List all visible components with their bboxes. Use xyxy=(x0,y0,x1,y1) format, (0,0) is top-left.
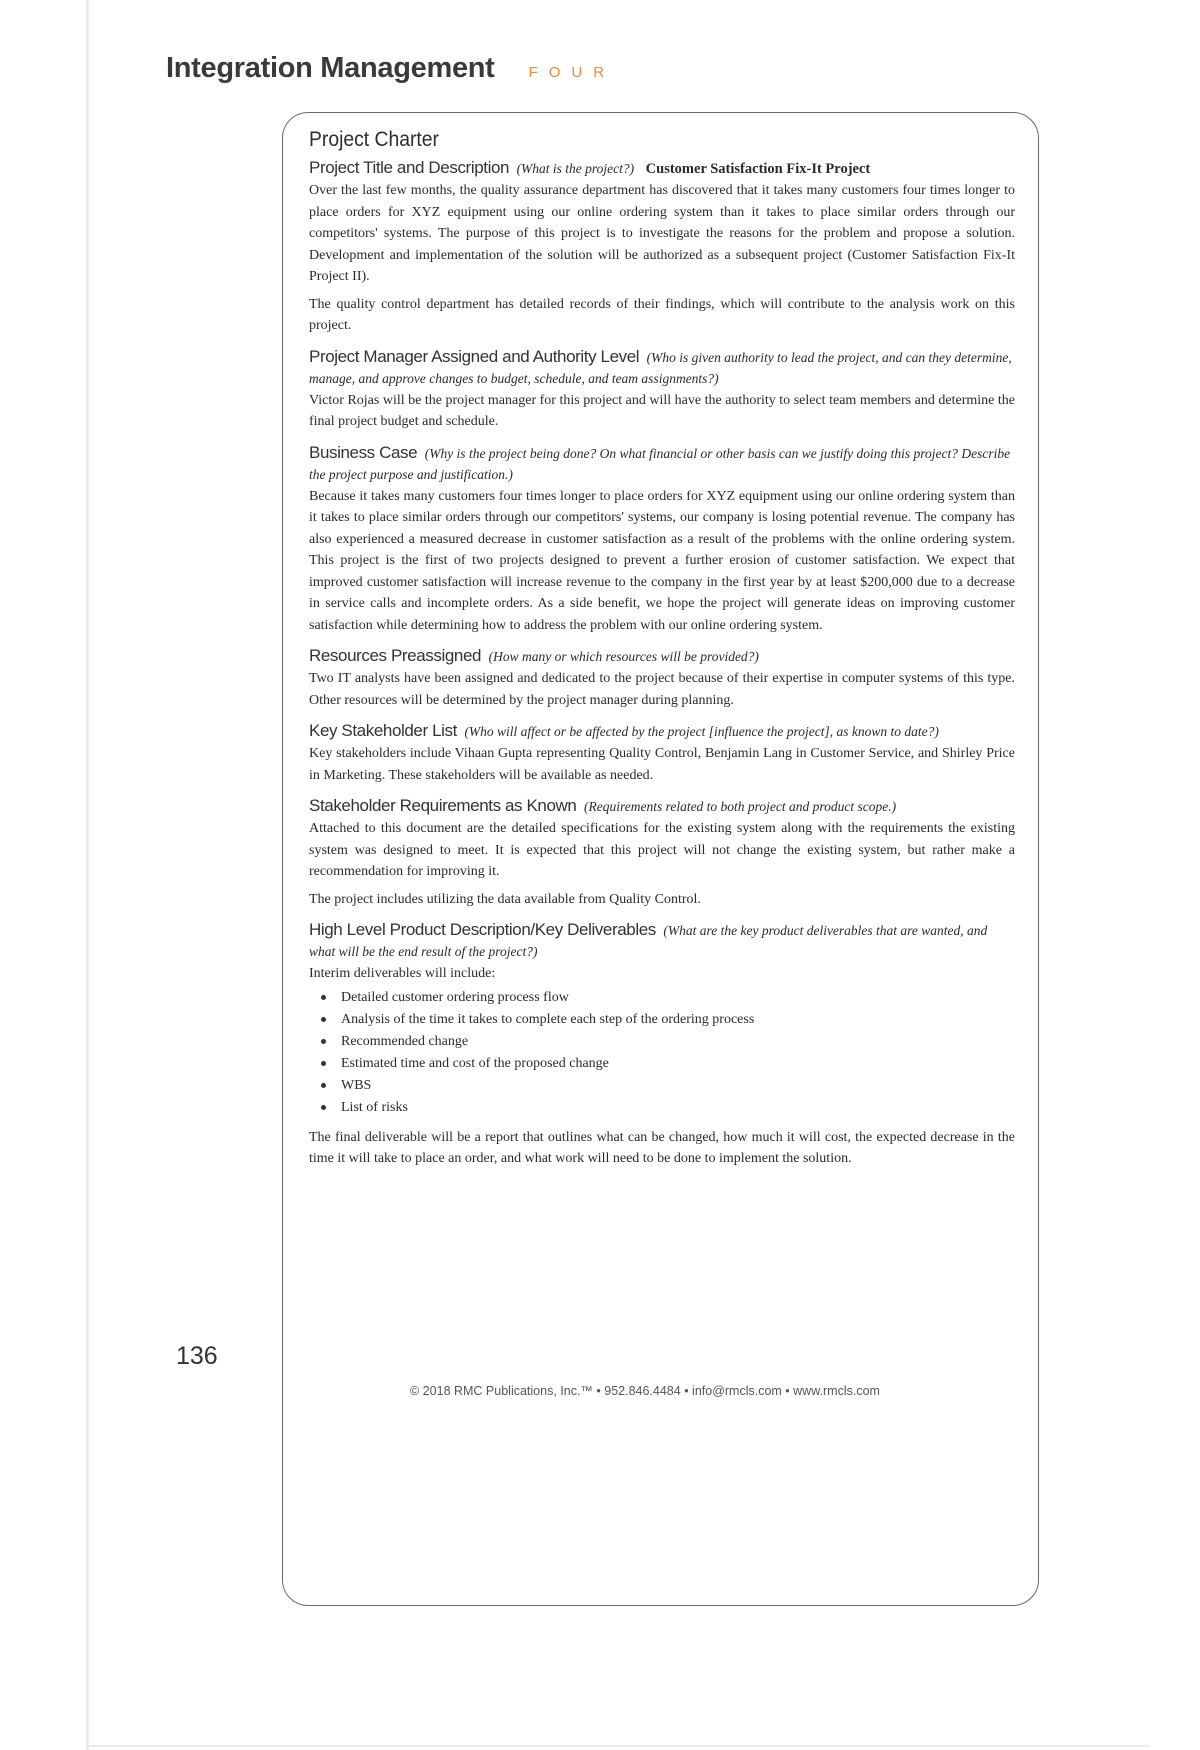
scan-edge-left xyxy=(86,0,89,1750)
project-name: Customer Satisfaction Fix-It Project xyxy=(645,161,871,177)
section-header xyxy=(309,158,1015,180)
list-item xyxy=(321,1009,1015,1031)
list-item xyxy=(321,1031,1015,1053)
section-header xyxy=(309,646,1015,668)
bullet-icon xyxy=(321,1105,326,1110)
section-paragraph: Because it takes many customers four times longer to place orders for XYZ equipment using our online ordering system than it takes to place similar orders through our competitors' systems, our company is losing potential revenue. The company has also experienced a measured decrease in customer satisfaction as a result of the problems with the online ordering system. This project is the first of two projects designed to prevent a further erosion of customer satisfaction. We expect that improved customer satisfaction will increase revenue to the company in the first year by at least $200,000 due to a decrease in service calls and incomplete orders. As a side benefit, we hope the project will generate ideas on improving customer satisfaction while determining how to address the problem with our online ordering system. xyxy=(309,488,1015,633)
scan-edge-bottom xyxy=(86,1745,1150,1747)
section-business-case xyxy=(309,443,1015,637)
section-paragraph: Two IT analysts have been assigned and dedicated to the project because of their expertise in computer systems of this type. Other resources will be determined by the project manager during planning. xyxy=(309,671,1015,708)
section-stakeholder-requirements xyxy=(309,796,1015,910)
section-title: Resources Preassigned xyxy=(309,646,482,665)
section-stakeholder-list xyxy=(309,721,1015,786)
section-hint: (Who will affect or be affected by the project [influence the project], as known to date?) xyxy=(464,724,939,739)
section-header xyxy=(309,347,1015,390)
project-charter-content xyxy=(309,128,1015,1180)
section-header xyxy=(309,796,1015,818)
list-item-text: Analysis of the time it takes to complete each step of the ordering process xyxy=(341,1011,755,1027)
section-project-title xyxy=(309,158,1015,337)
page-header xyxy=(166,52,615,85)
deliverables-list xyxy=(309,987,1015,1119)
section-title: Stakeholder Requirements as Known xyxy=(309,796,577,815)
section-title: Key Stakeholder List xyxy=(309,721,457,740)
section-hint: (Why is the project being done? On what financial or other basis can we justify doing this project? Describe the project purpose and justification.) xyxy=(309,445,1011,482)
section-title: Project Title and Description xyxy=(309,158,510,177)
section-title: High Level Product Description/Key Deliverables xyxy=(309,920,656,939)
charter-heading: Project Charter xyxy=(309,128,439,151)
page-number: 136 xyxy=(176,1342,218,1370)
list-item xyxy=(321,1053,1015,1075)
section-hint: (Requirements related to both project and product scope.) xyxy=(583,799,897,814)
bullet-icon xyxy=(321,1017,326,1022)
list-item-text: List of risks xyxy=(341,1099,408,1115)
section-deliverables xyxy=(309,920,1015,1170)
chapter-number: FOUR xyxy=(528,64,616,81)
section-paragraph: Over the last few months, the quality assurance department has discovered that it takes many customers four times longer to place orders for XYZ equipment using our online ordering system than it takes to place similar orders through our competitors' systems. The purpose of this project is to investigate the reasons for the problem and propose a solution. Development and implementation of the solution will be authorized as a subsequent project (Customer Satisfaction Fix-It Project II). xyxy=(309,183,1015,284)
section-title: Business Case xyxy=(309,442,418,462)
section-hint: (Who is given authority to lead the project, and can they determine, manage, and approve changes to budget, schedule, and team assignments?) xyxy=(309,349,1012,386)
list-item xyxy=(321,1075,1015,1097)
list-item-text: Recommended change xyxy=(341,1033,469,1049)
chapter-title: Integration Management xyxy=(166,52,495,84)
list-item xyxy=(321,1097,1015,1119)
list-item-text: Detailed customer ordering process flow xyxy=(341,989,569,1005)
section-paragraph: The project includes utilizing the data available from Quality Control. xyxy=(309,891,701,907)
section-paragraph: Attached to this document are the detailed specifications for the existing system along with the requirements the existing system was designed to meet. It is expected that this project will not change the existing system, but rather make a recommendation for improving it. xyxy=(309,821,1015,879)
deliverables-intro: Interim deliverables will include: xyxy=(309,966,496,981)
section-resources xyxy=(309,646,1015,711)
bullet-icon xyxy=(321,1083,326,1088)
deliverables-closing: The final deliverable will be a report that outlines what can be changed, how much it will cost, the expected decrease in the time it will take to place an order, and what work will need to be done to implement the solution. xyxy=(309,1129,1015,1166)
section-header xyxy=(309,920,1015,963)
section-paragraph: The quality control department has detailed records of their findings, which will contribute to the analysis work on this project. xyxy=(309,296,1015,333)
list-item-text: WBS xyxy=(341,1077,372,1093)
section-hint: (How many or which resources will be provided?) xyxy=(488,649,759,664)
bullet-icon xyxy=(321,1061,326,1066)
bullet-icon xyxy=(321,995,326,1000)
page-footer: © 2018 RMC Publications, Inc.™ • 952.846.4484 • info@rmcls.com • www.rmcls.com xyxy=(410,1384,880,1398)
section-hint: (What are the key product deliverables that are wanted, and what will be the end result of the project?) xyxy=(309,923,988,959)
list-item xyxy=(321,987,1015,1009)
section-paragraph: Victor Rojas will be the project manager for this project and will have the authority to select team members and determine the final project budget and schedule. xyxy=(309,392,1015,429)
bullet-icon xyxy=(321,1039,326,1044)
list-item-text: Estimated time and cost of the proposed change xyxy=(341,1055,609,1071)
section-header xyxy=(309,443,1015,486)
section-title: Project Manager Assigned and Authority Level xyxy=(309,346,640,366)
section-hint: (What is the project?) xyxy=(516,161,635,176)
section-header xyxy=(309,721,1015,743)
section-paragraph: Key stakeholders include Vihaan Gupta representing Quality Control, Benjamin Lang in Customer Service, and Shirley Price in Marketing. These stakeholders will be available as needed. xyxy=(309,746,1015,783)
section-project-manager xyxy=(309,347,1015,433)
